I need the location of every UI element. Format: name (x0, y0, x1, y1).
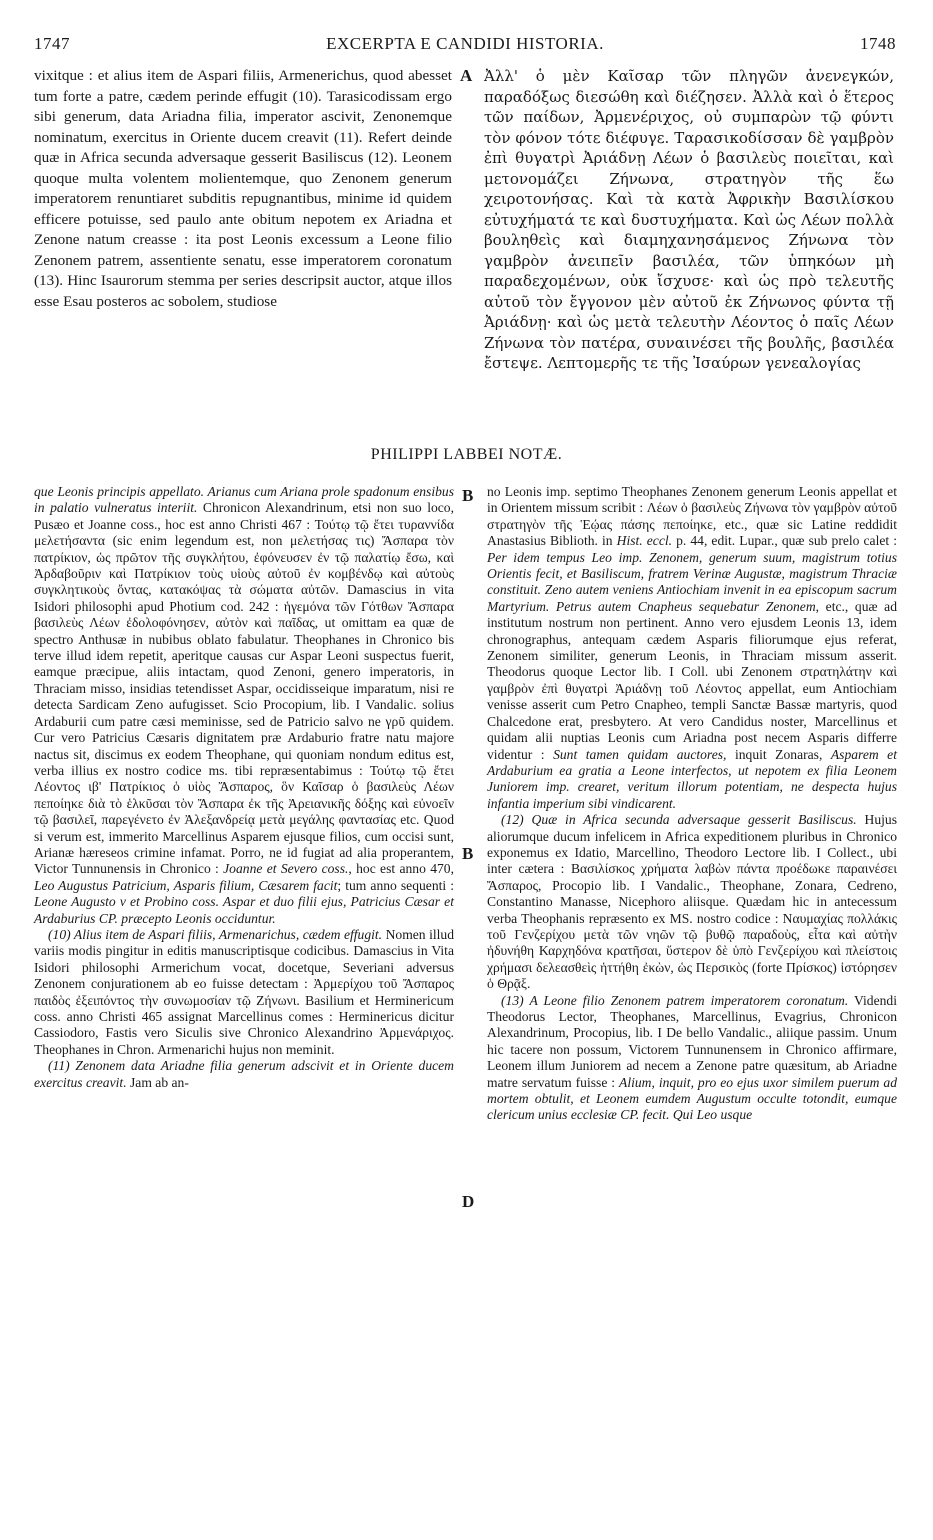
latin-text: vixitque : et alius item de Aspari filiis, Armenerichus, quod abesset tum forte a patre, cædem perinde effugit (10). Tarasicodissam ergo sibi generum, data Ariadna filia, imperator ascivit, Zenonemque nominatum, exercitus in Oriente ducem creavit (11). Refert deinde quæ in Africa secunda adversaque gesserit Basiliscus (12). Leonem quoque multa volentem molientemque, quo Zenonem generum imperatorem renuntiaret subditis repugnantibus, minime id quidem efficere potuisse, sed paulo ante obitum nepotem ex Ariadna et Zenone natum creasse : ita post Leonis excessum a Leone filio Zenonem patrem, assentiente senatu, esse imperatorem coronatum (13). Hinc Isaurorum stemma per series descripsit auctor, atque illos esse Esau posteros ac sobolem, studiose (34, 67, 452, 310)
note-10: (10) Alius item de Aspari filiis, Armenarichus, cædem effugit. Nomen illud variis modis pingitur in editis manuscriptisque codicibus. Damascius in Vita Isidori philosophi Armerichum vocat, docetque, Severiani adversus Zenonem conjurationem ab eo fuisse detectam : Ἀρμερίχου τοῦ Ἄσπαρος παιδὸς ἐξειπόντος τὴν συνωμοσίαν τῷ Ζήνωνι. Basilium et Herminericum coss. anno Christi 465 assignat Marcellinus comes : Herminericus dicitur Cassiodoro, Fastis vero Siculis sive Chronico Alexandrino Ἀρμενάριχος. Theophanes in Chron. Armenarichi hujus non meminit. (34, 926, 455, 1057)
page-number-left: 1747 (34, 34, 70, 53)
greek-text-column (484, 66, 894, 374)
margin-mark-a: A (460, 66, 473, 85)
running-title: EXCERPTA E CANDIDI HISTORIA. (326, 34, 604, 53)
notes-left-column (34, 484, 454, 1091)
latin-text-column (34, 66, 452, 312)
note-13: (13) A Leone filio Zenonem patrem imperatorem coronatum. Videndi Theodorus Lector, Theophanes, Marcellinus, Evagrius, Chronicon Alexandrinum, Procopius, lib. I De bello Vandalic., aliique passim. Unum hic tacere non possum, Victorem Tunnunensem in Chronico affirmare, Leonem illum Juniorem ad necem a Zenone patre quæsitum, ab Ariadne matre servatum fuisse : Alium, inquit, pro eo ejus uxor similem puerum ad mortem obtulit, et Leonem eumdem Augustum occulte totondit, eumque clericum unius ecclesiæ CP. fecit. Qui Leo usque (487, 992, 897, 1123)
margin-mark-b-2: B (462, 844, 474, 863)
margin-mark-b: B (462, 486, 474, 505)
note-continued: no Leonis imp. septimo Theophanes Zenonem generum Leonis appellat et in Orientem missum scribit : Λέων ὁ βασιλεὺς Ζήνωνα τὸν γαμβρὸν αὐτοῦ στρατηγὸν τῆς Ἑῴας πάσης πεποίηκε, etc., quæ sic Latine reddidit Anastasius Biblioth. in Hist. eccl. p. 44, edit. Lupar., quæ sub prelo calet : Per idem tempus Leo imp. Zenonem, generum suum, magistrum totius Orientis fecit, et Basiliscum, fratrem Verinæ Augustæ, magistrum Thraciæ constituit. Zeno autem veniens Antiochiam invenit in ea episcopum sacrum Martyrium. Petrus autem Cnapheus sequebatur Zenonem, etc., quæ ad institutum nostrum non pertinent. Anno vero ejusdem Leonis 13, idem chronographus, antequam cædem Asparis filiorumque ejus referat, Zenonem similiter, generum Leonis, in Thraciam missum asserit. Theodorus quoque Lector lib. I Coll. ubi Zenonem στρατηλάτην καὶ γαμβρὸν ἐπὶ θυγατρὶ Ἀριάδνῃ τοῦ Λέοντος appellat, eum Antiochiam venisse asserit cum Petro Cnapheo, templi Sanctæ Bassæ martyris, quod Chalcedone erat, presbytero. At vero Candidus noster, Marcellinus et quidam alii nuptias Leonis cum Ariadna post necem Asparis differre videntur : Sunt tamen quidam auctores, inquit Zonaras, Asparem et Ardaburium ea gratia a Leone interfectos, ut nepotem ex filia Leonem Juniorem imp. crearet, veritum illorum potentiam, ne despecta hujus infantia imperium sibi vindicarent. (487, 484, 898, 811)
page-number-right: 1748 (860, 34, 896, 53)
note-paragraph: que Leonis principis appellato. Arianus cum Ariana prole spadonum ensibus in palatio vulneratus interiit. Chronicon Alexandrinum, etsi non suo loco, Pusæo et Joanne coss., hoc est anno Christi 467 : Τούτῳ τῷ ἔτει τυραννίδα μελετήσαντα (sic enim legendum est, non μελετήσας τις) Ἄσπαρα τὸν πατρίκιον, ὡς πρῶτον τῆς συγκλήτου, ἐφόνευσεν ἐν τῷ παλατίῳ ἔσω, καὶ Ἀρδαβοῦριν καὶ Πατρίκιον τοὺς υἱοὺς αὐτοῦ ἐν κομβένδῳ καὶ αὐτοὺς συγκλητικοὺς ὄντας, κατακόψας τὰ σώματα αὐτῶν. Damascius in vita Isidori philosophi apud Photium cod. 242 : ἡγεμόνα τῶν Γότθων Ἄσπαρα βασιλεὺς Λέων ἐδολοφόνησεν, αὐτὸν καὶ παῖδας, ut omittam ea quæ de spectro Anthusæ in nubibus oblato fabulatur. Theophanes in Chronico bis terve illud idem repetit, aperitque causas cur Aspar Leoni suspectus fuerit, eamque præcipue, aliis intactam, quod Zenoni, genero imperatoris, in Thraciam misso, insidias tetendisset Aspar, occidisseique imparatum, nisi re detecta Sardicam Zeno aufugisset. Scio Procopium, lib. I Vandalic. solius Ardaburii cum patre cæsi meminisse, sed de Patricio salvo ne γρῦ quidem. Cur vero Patricius Cæsaris dignitatem præ Ardaburio fratre natu majore nactus sit, discimus ex eodem Theophane, qui quoniam nondum editus est, verba illius ex nostro codice ms. tibi repræsentabimus : Τούτῳ τῷ ἔτει Λέοντος ιβ' Πατρίκιος ὁ υἱὸς Ἄσπαρος, ὃν Καῖσαρ ὁ βασιλεὺς Λέων πεποίηκε διὰ τὸ ἑλκῦσαι τὸν Ἄσπαρα ἐκ τῆς Ἀρειανικῆς δόξης καὶ εὐνοεῖν τῷ βασιλεῖ, παρεγένετο ἐν Ἀλεξανδρείᾳ μετὰ μεγάλης φαντασίας etc. Quod si verum est, immerito Marcellinus Asparem ejusque filios, cum occisi sunt, Arianæ hæreseos crimine infamat. Porro, ne id fugiat ad alia properantem, Victor Tunnunensis in Chronico : Joanne et Severo coss., hoc est anno 470, Leo Augustus Patricium, Asparis filium, Cæsarem facit; tum anno sequenti : Leone Augusto v et Probino coss. Aspar et duo filii ejus, Patricius Cæsar et Ardaburius CP. præcepto Leonis occiduntur. (34, 484, 454, 926)
margin-mark-d: D (462, 1192, 475, 1211)
notes-right-column (487, 484, 897, 1124)
page-header (34, 34, 896, 58)
notes-heading: PHILIPPI LABBEI NOTÆ. (370, 446, 563, 463)
note-11: (11) Zenonem data Ariadne filia generum adscivit et in Oriente ducem exercitus creavit. Jam ab an- (34, 1058, 454, 1090)
greek-text: Ἀλλ' ὁ μὲν Καῖσαρ τῶν πληγῶν ἀνενεγκών, παραδόξως διεσώθη καὶ διέζησεν. Ἀλλὰ καὶ ὁ ἕτερος τῶν παίδων, Ἀρμενέριχος, οὐ συμπαρὼν τῷ φύντι τὸν φόνον τότε διέφυγε. Ταρασικοδίσσαν δὲ γαμβρὸν ἐπὶ θυγατρὶ Ἀριάδνῃ Λέων ὁ βασιλεὺς ποιεῖται, καὶ μετονομάζει Ζήνωνα, στρατηγὸν τῆς ἕω χειροτονήσας. Καὶ τὰ κατὰ Ἀφρικὴν Βασιλίσκου εὐτυχήματά τε καὶ δυστυχήματα. Καὶ ὡς Λέων πολλὰ βουληθεὶς καὶ διαμηχανησάμενος Ζήνωνα τὸν γαμβρὸν ἀνειπεῖν βασιλέα, τῶν ὑπηκόων μὴ παραδεχομένων, οὐκ ἴσχυσε· καὶ ὡς πρὸ τελευτῆς αὐτοῦ τὸν ἔγγονον μὲν αὐτοῦ ἐκ Ζήνωνος φύντα τῇ Ἀριάδνῃ· καὶ ὡς μετὰ τελευτὴν Λέοντος ὁ παῖς Λέων Ζήνωνα τὸν πατέρα, συναινέσει τῆς βουλῆς, βασιλέα ἔστεψε. Λεπτομερῆς τε τῆς Ἰσαύρων γενεαλογίας (484, 67, 894, 372)
note-12: (12) Quæ in Africa secunda adversaque gesserit Basiliscus. Hujus aliorumque ducum infelicem in Africa expeditionem pluribus in Chronico exponemus ex Idatio, Marcellino, Theodoro Lectore lib. I Collect., ubi inter cætera : Βασιλίσκος χρήματα λαβὼν πάντα προέδωκε παραινέσει Ἄσπαρος, Procopio lib. I Vandalic., Theophane, Zonara, Cedreno, Constantino Manasse, Nicephoro aliisque. Quædam hic in antecessum verba Theophanis repræsento ex MS. nostro codice : Ναυμαχίας πολλάκις τοῦ Γενζερίχου μετὰ τῶν νηῶν τῷ βυθῷ παραδοὺς, εἶτα καὶ αὐτὴν ἠδυνήθη Καρχηδόνα κρατῆσαι, ὕστερον δὲ ὑπὸ Γενζερίχου καὶ πλείστοις χρήμασι δελεασθεὶς ἡττήθη ἐκὼν, ὡς Περσικὸς (forte Πρίσκος) ἱστόρησεν ὁ Θρᾷξ. (487, 812, 897, 992)
